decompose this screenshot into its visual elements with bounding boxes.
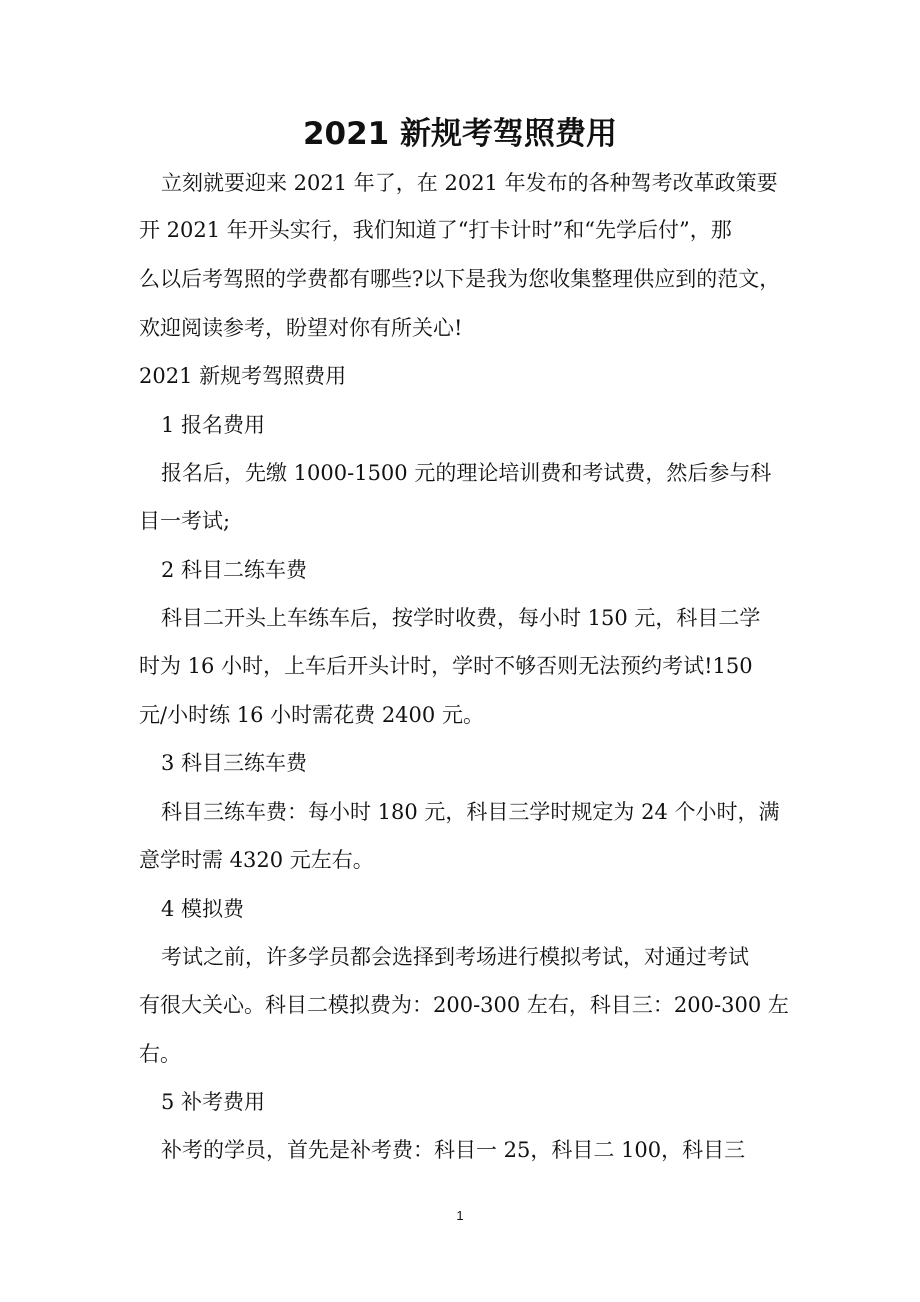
paragraph-line: 元/小时练 16 小时需花费 2400 元。 <box>139 703 484 727</box>
paragraph-line: 有很大关心。科目二模拟费为：200-300 左右，科目三：200-300 左 <box>139 993 789 1017</box>
page-number: 1 <box>456 1208 464 1223</box>
paragraph-line: 右。 <box>139 1042 181 1066</box>
paragraph-line: 开 2021 年开头实行，我们知道了“打卡计时”和“先学后付”，那 <box>139 218 732 242</box>
paragraph-line: 么以后考驾照的学费都有哪些?以下是我为您收集整理供应到的范文， <box>139 267 781 291</box>
paragraph-line: 时为 16 小时，上车后开头计时，学时不够否则无法预约考试!150 <box>139 654 753 678</box>
section-heading: 4 模拟费 <box>161 897 245 921</box>
section-heading: 2021 新规考驾照费用 <box>139 364 347 388</box>
paragraph-line: 报名后，先缴 1000-1500 元的理论培训费和考试费，然后参与科 <box>161 461 772 485</box>
paragraph-line: 欢迎阅读参考，盼望对你有所关心! <box>139 316 463 340</box>
paragraph-line: 科目二开头上车练车后，按学时收费，每小时 150 元，科目二学 <box>161 606 761 630</box>
paragraph-line: 意学时需 4320 元左右。 <box>139 848 374 872</box>
paragraph-line: 考试之前，许多学员都会选择到考场进行模拟考试，对通过考试 <box>161 945 749 969</box>
section-heading: 3 科目三练车费 <box>161 751 308 775</box>
document-title: 2021 新规考驾照费用 <box>302 116 618 152</box>
paragraph-line: 科目三练车费：每小时 180 元，科目三学时规定为 24 个小时，满 <box>161 800 780 824</box>
paragraph-line: 目一考试; <box>139 509 231 533</box>
paragraph-line: 补考的学员，首先是补考费：科目一 25，科目二 100，科目三 <box>161 1138 746 1162</box>
paragraph-line: 立刻就要迎来 2021 年了，在 2021 年发布的各种驾考改革政策要 <box>161 171 778 195</box>
section-heading: 1 报名费用 <box>161 413 266 437</box>
section-heading: 5 补考费用 <box>161 1090 266 1114</box>
section-heading: 2 科目二练车费 <box>161 558 308 582</box>
